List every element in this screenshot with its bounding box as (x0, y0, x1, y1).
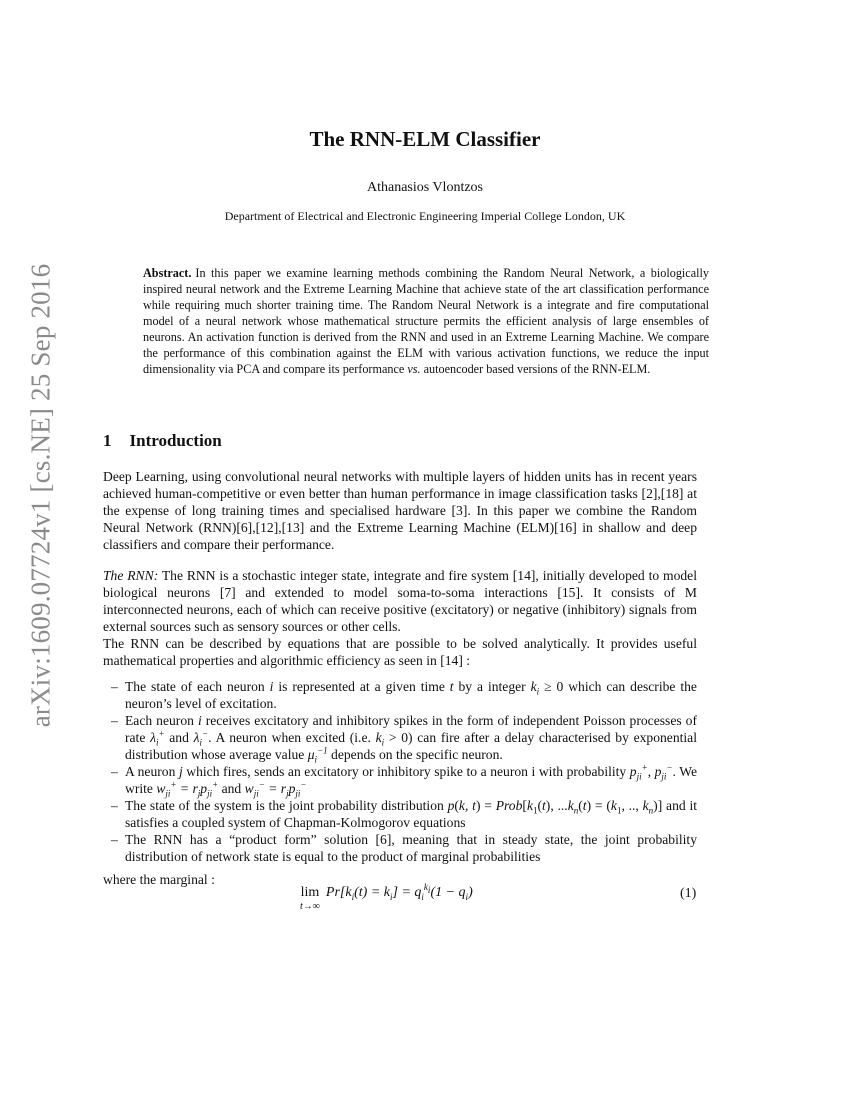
equation-number: (1) (680, 886, 697, 901)
bullet-dash: – (111, 713, 118, 728)
bullet-dash: – (111, 832, 118, 847)
rnn-text: The RNN is a stochastic integer state, integrate and fire system [14], initially developed to model biological neurons [7] and extended to model soma-to-soma interactions [15]. It consists of M interconnected neurons, each of which can receive positive (excitatory) or negative (inhibitory) signals from external sources such as sensory sources or other cells. (103, 568, 697, 634)
abstract (143, 265, 709, 377)
abstract-label: Abstract. (143, 266, 192, 280)
list-item: – Each neuron i receives excitatory and inhibitory spikes in the form of independent Poisson processes of rate $\lambda_i^+$ and $\lambda_i^-$. A neuron when excited (i.e. $k_i > 0$) can fire after a delay characterised by exponential distribution whose average value $\mu_i^{-1}$ depends on the specific neuron. (111, 713, 697, 765)
arxiv-stamp (16, 263, 66, 727)
abstract-text-end: autoencoder based versions of the RNN-ELM. (423, 362, 651, 376)
intro-paragraph-2 (103, 567, 697, 669)
rnn-paragraph (103, 567, 697, 635)
author-name: Athanasios Vlontzos (366, 180, 483, 195)
section-heading (103, 431, 222, 451)
list-item: – The state of the system is the joint probability distribution p(k, $t) = Prob[k_1(t)$, $...k_n(t) = (k_1$, .., $k_n$)] and it satisfies a coupled system of Chapman-Kolmogorov equations (111, 798, 698, 830)
abstract-text: In this paper we examine learning methods combining the Random Neural Network, a biologically inspired neural network and the Extreme Learning Machine that achieve state of the art classification performance while requiring much shorter training time. The Random Neural Network is a integrate and fire computational model of a neural network whose mathematical structure permits the efficient analysis of large ensembles of neurons. An activation function is derived from the RNN and used in an Extreme Learning Machine. We compare the performance of this combination against the ELM with various activation functions, we reduce the input dimensionality via PCA and compare its performance (143, 266, 709, 376)
rnn-properties-list (113, 678, 697, 865)
bullet-dash: – (111, 679, 118, 694)
equation-1 (300, 882, 473, 914)
equation-body: $Pr[k_i(t) = k_i] = q_i^{k_i}(1 - q_i)$ (325, 882, 473, 902)
intro-paragraph-1 (103, 468, 697, 553)
paper-title: The RNN-ELM Classifier (309, 127, 541, 151)
section-number: 1 (103, 431, 112, 450)
author-affiliation: Department of Electrical and Electronic Engineering Imperial College London, UK (224, 209, 626, 223)
rnn-label: The RNN: (103, 568, 159, 583)
marginal-intro: where the marginal : (103, 872, 215, 887)
abstract-vs: vs. (407, 362, 421, 376)
section-title: Introduction (129, 431, 222, 450)
list-item: – The RNN has a “product form” solution [6], meaning that in steady state, the joint probability distribution of network state is equal to the product of marginal probabilities (111, 832, 697, 864)
rnn-paragraph-continued: The RNN can be described by equations that are possible to be solved analytically. It provides useful mathematical properties and algorithmic efficiency as seen in [14] : (103, 636, 697, 668)
paragraph-text: Deep Learning, using convolutional neural networks with multiple layers of hidden units has in recent years achieved human-competitive or even better than human performance in image classification tasks [2],[18] at the expense of long training times and specialised hardware [3]. In this paper we combine the Random Neural Network (RNN)[6],[12],[13] and the Extreme Learning Machine (ELM)[16] in shallow and deep classifiers and compare their performance. (103, 469, 697, 552)
arxiv-identifier: arXiv:1609.07724v1 [cs.NE] 25 Sep 2016 (25, 263, 56, 727)
bullet-dash: – (111, 798, 118, 813)
list-item: – The state of each neuron i is represented at a given time t by a integer $k_i \ge 0$ which can describe the neuron’s level of excitation. (111, 679, 697, 711)
bullet-dash: – (111, 764, 118, 779)
limit-operator: lim t→∞ (300, 885, 320, 912)
list-item: – A neuron j which fires, sends an excitatory or inhibitory spike to a neuron i with probability $p_{ji}^+$, $p_{ji}^-$. We write $w_{ji}^+ = r_jp_{ji}^+$ and $w_{ji}^- = r_jp_{ji}^-$ (111, 762, 697, 799)
